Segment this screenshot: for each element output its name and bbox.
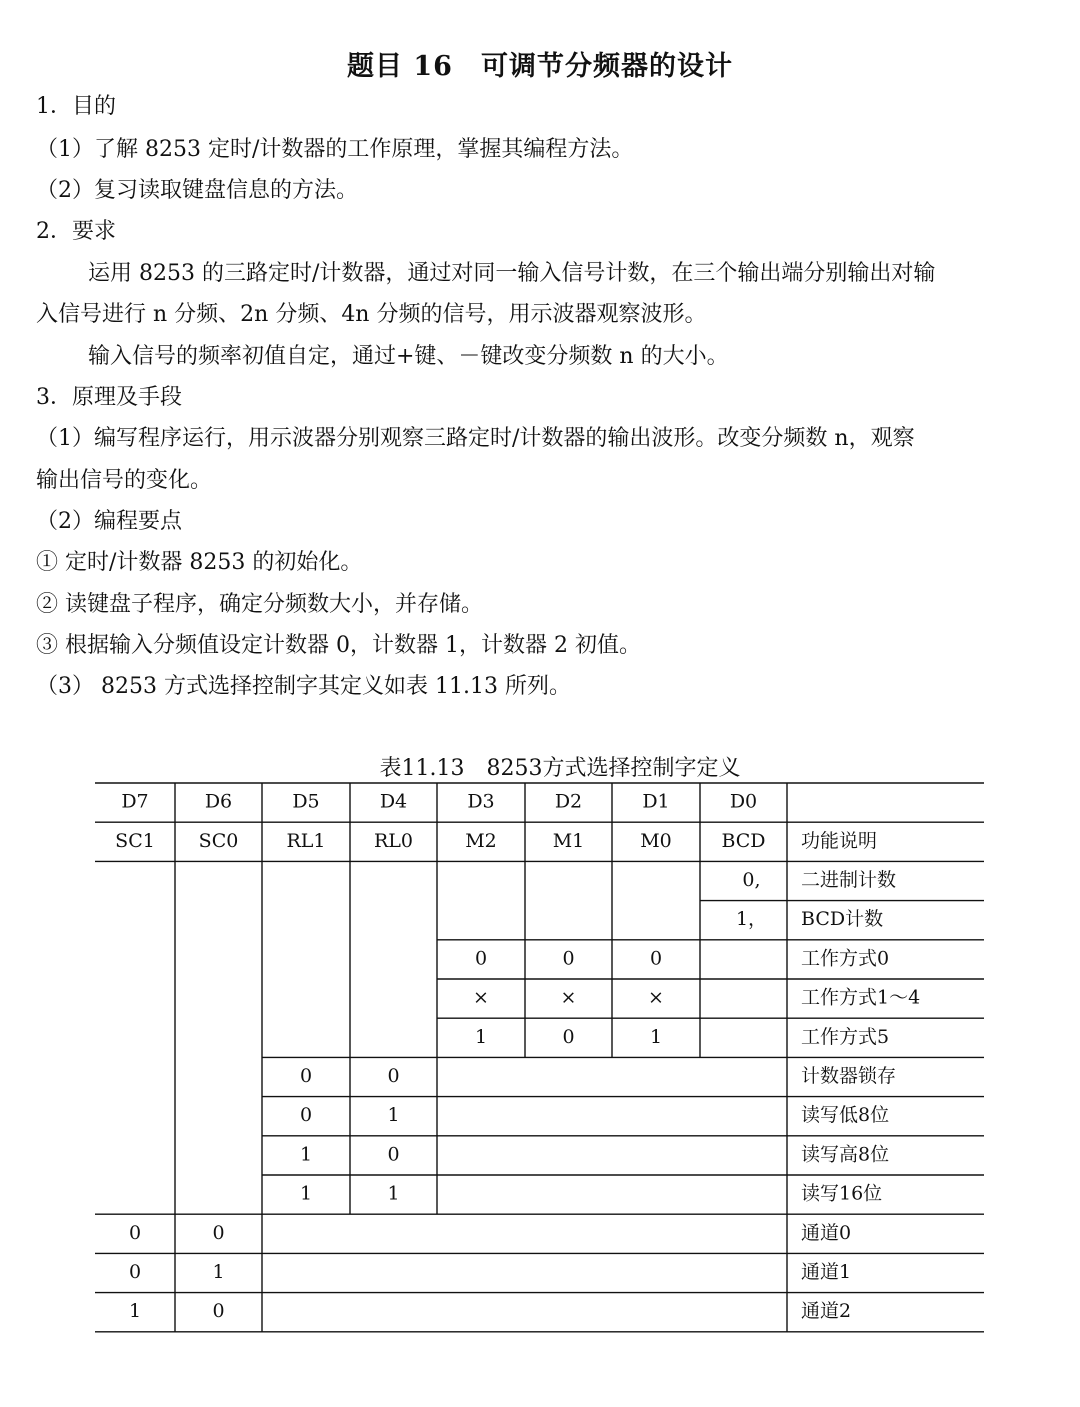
table-header-cell: D2 bbox=[554, 790, 583, 813]
table-caption: 表11.13 8253方式选择控制字定义 bbox=[379, 756, 741, 781]
table-header-cell: M0 bbox=[640, 829, 672, 852]
table-cell: 0 bbox=[299, 1104, 313, 1127]
section-heading-requirements: 2．要求 bbox=[36, 219, 116, 244]
table-cell-description: 通道2 bbox=[801, 1300, 852, 1323]
table-header-cell: RL1 bbox=[286, 829, 326, 852]
paragraph-line: （1）了解 8253 定时/计数器的工作原理，掌握其编程方法。 bbox=[36, 137, 634, 162]
table-cell: 1 bbox=[212, 1261, 225, 1283]
table-cell: 0 bbox=[649, 947, 663, 970]
table-cell-description: 工作方式5 bbox=[801, 1025, 890, 1048]
table-cell: 1 bbox=[649, 1025, 663, 1048]
table-header-cell: D4 bbox=[379, 790, 408, 813]
table-cell: 1 bbox=[128, 1300, 142, 1323]
table-header-cell: D1 bbox=[642, 790, 670, 813]
table-cell-description: 二进制计数 bbox=[801, 869, 897, 891]
table-cell-description: 工作方式1～4 bbox=[801, 986, 921, 1009]
table-header-cell: RL0 bbox=[373, 829, 414, 852]
paragraph-line: （2）复习读取键盘信息的方法。 bbox=[36, 178, 358, 203]
table-cell-description: BCD计数 bbox=[801, 908, 884, 931]
table-header-cell: D7 bbox=[121, 790, 149, 813]
paragraph-line: 运用 8253 的三路定时/计数器，通过对同一输入信号计数，在三个输出端分别输出对输 bbox=[88, 261, 936, 286]
table-cell: × bbox=[560, 986, 577, 1009]
table-cell: 1 bbox=[387, 1104, 400, 1127]
table-header-cell: 功能说明 bbox=[801, 829, 878, 852]
table-cell: 1 bbox=[299, 1182, 313, 1205]
table-cell-description: 读写16位 bbox=[801, 1182, 883, 1205]
table-header-cell: D5 bbox=[292, 790, 320, 813]
table-cell: 0 bbox=[474, 947, 488, 970]
table-cell: 0 bbox=[128, 1221, 142, 1244]
table-cell: 0 bbox=[562, 947, 575, 970]
list-item: ① 定时/计数器 8253 的初始化。 bbox=[36, 550, 363, 575]
table-header-cell: D0 bbox=[729, 790, 758, 813]
paragraph-line: （1）编写程序运行，用示波器分别观察三路定时/计数器的输出波形。改变分频数 n，观察 bbox=[36, 426, 915, 451]
table-cell: 0 bbox=[387, 1143, 400, 1166]
paragraph-line: （3） 8253 方式选择控制字其定义如表 11.13 所列。 bbox=[36, 674, 571, 699]
table-cell-description: 通道0 bbox=[801, 1221, 852, 1244]
table-cell-description: 读写高8位 bbox=[801, 1143, 890, 1166]
table-cell-description: 读写低8位 bbox=[801, 1104, 890, 1127]
table-cell: 0 bbox=[387, 1065, 400, 1087]
table-cell-description: 计数器锁存 bbox=[801, 1065, 897, 1087]
table-header-cell: SC1 bbox=[115, 829, 155, 852]
table-header-cell: SC0 bbox=[198, 829, 239, 852]
table-cell: 0 bbox=[299, 1065, 313, 1087]
table-cell: 0 bbox=[562, 1025, 575, 1048]
list-item: ② 读键盘子程序，确定分频数大小，并存储。 bbox=[36, 592, 483, 617]
document-title: 题目 16 可调节分频器的设计 bbox=[347, 51, 733, 82]
paragraph-line: （2）编程要点 bbox=[36, 509, 182, 534]
list-item: ③ 根据输入分频值设定计数器 0，计数器 1，计数器 2 初值。 bbox=[36, 633, 641, 658]
table-cell-description: 工作方式0 bbox=[801, 947, 890, 970]
section-heading-purpose: 1．目的 bbox=[36, 94, 116, 119]
table-cell: × bbox=[648, 986, 664, 1009]
table-header-cell: D6 bbox=[204, 790, 233, 813]
paragraph-line: 输入信号的频率初值自定，通过+键、－键改变分频数 n 的大小。 bbox=[88, 344, 729, 369]
table-cell: × bbox=[473, 986, 489, 1009]
table-header-cell: D3 bbox=[467, 790, 495, 813]
table-header-cell: M1 bbox=[552, 829, 585, 852]
table-cell: 0 bbox=[128, 1261, 142, 1283]
paragraph-line: 入信号进行 n 分频、2n 分频、4n 分频的信号，用示波器观察波形。 bbox=[36, 302, 707, 327]
table-header-cell: M2 bbox=[465, 829, 497, 852]
table-cell: 0 bbox=[212, 1221, 225, 1244]
table-cell: 1， bbox=[735, 908, 768, 931]
section-heading-principles: 3．原理及手段 bbox=[36, 385, 182, 410]
paragraph-line: 输出信号的变化。 bbox=[36, 468, 213, 493]
table-cell: 0 bbox=[212, 1300, 225, 1323]
table-cell-description: 通道1 bbox=[801, 1261, 852, 1283]
table-cell: 0, bbox=[742, 869, 761, 891]
table-cell: 1 bbox=[387, 1182, 400, 1205]
table-cell: 1 bbox=[474, 1025, 488, 1048]
table-header-cell: BCD bbox=[721, 829, 766, 852]
table-cell: 1 bbox=[299, 1143, 313, 1166]
